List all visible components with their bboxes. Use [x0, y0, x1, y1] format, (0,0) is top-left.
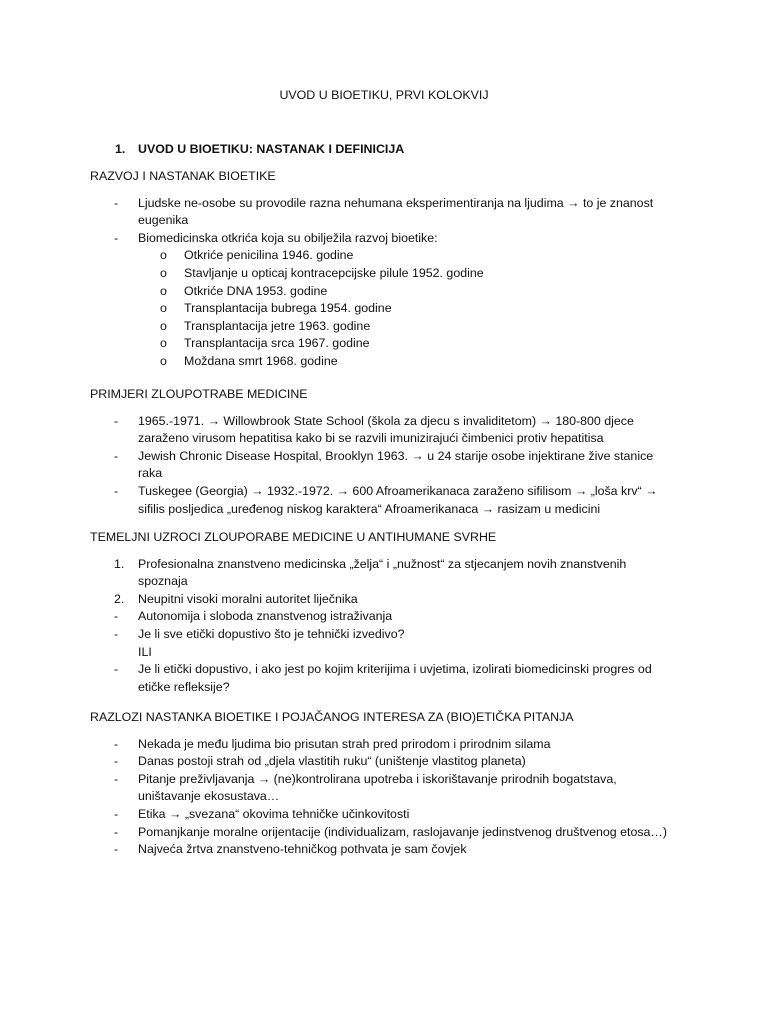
list-item-text: Jewish Chronic Disease Hospital, Brooklyn 1963. → u 24 starije osobe injektirane žive stanice raka	[138, 448, 654, 481]
list-item	[90, 448, 678, 483]
numbered-list	[90, 556, 678, 697]
list-item-text: Ljudske ne-osobe su provodile razna nehumana eksperimentiranja na ljudima → to je znanost eugenika	[138, 195, 654, 228]
circle-bullet: o	[160, 265, 167, 280]
section-razlozi	[90, 709, 678, 859]
circle-bullet: o	[160, 318, 167, 333]
sub-list-item: o Moždana smrt 1968. godine	[90, 353, 678, 371]
list-item	[90, 626, 678, 661]
list-item	[90, 195, 678, 230]
list-item-text: Autonomija i sloboda znanstvenog istraživanja	[138, 609, 393, 624]
circle-bullet: o	[160, 283, 167, 298]
list-item	[90, 753, 678, 771]
list-item-text: Neupitni visoki moralni autoritet liječnika	[138, 591, 358, 606]
list-item	[90, 736, 678, 754]
section-title: TEMELJNI UZROCI ZLOUPORABE MEDICINE U ANTIHUMANE SVRHE	[90, 530, 497, 544]
dash-bullet: -	[114, 736, 119, 751]
list-item-text: Najveća žrtva znanstveno-tehničkog pothvata je sam čovjek	[138, 842, 467, 857]
list-item	[90, 806, 678, 824]
list-item-text: Je li sve etički dopustivo što je tehnički izvedivo?	[138, 626, 405, 641]
main-heading	[90, 141, 678, 159]
dash-bullet: -	[114, 771, 119, 786]
section-title: PRIMJERI ZLOUPOTRABE MEDICINE	[90, 387, 308, 401]
list-item	[90, 824, 678, 842]
circle-bullet: o	[160, 248, 167, 263]
list-item	[90, 413, 678, 448]
section-primjeri	[90, 386, 678, 518]
list-item	[90, 771, 678, 806]
list-item-extra: ILI	[138, 644, 152, 659]
list-item	[90, 483, 678, 518]
section-razvoj	[90, 168, 678, 371]
bullet-list	[90, 413, 678, 519]
list-item-text: Pomanjkanje moralne orijentacije (individualizam, raslojavanje jedinstvenog društvenog etosa…)	[138, 824, 667, 839]
list-item-text: Etika → „svezana“ okovima tehničke učinkovitosti	[138, 806, 410, 821]
list-item-text: Je li etički dopustivo, i ako jest po kojim kriterijima i uvjetima, izolirati biomedicinski progres od etičke refleksije?	[138, 662, 652, 694]
list-item-text: Nekada je među ljudima bio prisutan strah pred prirodom i prirodnim silama	[138, 736, 551, 751]
dash-bullet: -	[114, 626, 119, 641]
number-bullet: 2.	[114, 591, 125, 606]
document-title: UVOD U BIOETIKU, PRVI KOLOKVIJ	[279, 88, 489, 102]
list-item	[90, 556, 678, 591]
circle-bullet: o	[160, 336, 167, 351]
dash-bullet: -	[114, 413, 119, 428]
list-item-text: Profesionalna znanstveno medicinska „želja“ i „nužnost“ za stjecanjem novih znanstvenih spoznaja	[138, 556, 627, 589]
bullet-list	[90, 195, 678, 371]
sub-list-item: o Otkriće DNA 1953. godine	[90, 283, 678, 301]
list-item	[90, 661, 678, 696]
dash-bullet: -	[114, 824, 119, 839]
dash-bullet: -	[114, 842, 119, 857]
list-item-text: Danas postoji strah od „djela vlastitih ruku“ (uništenje vlastitog planeta)	[138, 754, 526, 769]
dash-bullet: -	[114, 754, 119, 769]
heading-number: 1.	[115, 142, 126, 156]
sub-list-item: o Transplantacija jetre 1963. godine	[90, 318, 678, 336]
list-item	[90, 608, 678, 626]
list-item-text: Biomedicinska otkrića koja su obilježila razvoj bioetike:	[138, 230, 438, 245]
dash-bullet: -	[114, 483, 119, 498]
circle-bullet: o	[160, 353, 167, 368]
dash-bullet: -	[114, 195, 119, 210]
list-item	[90, 841, 678, 859]
dash-bullet: -	[114, 806, 119, 821]
sub-list-item: o Transplantacija srca 1967. godine	[90, 335, 678, 353]
sub-list-item: o Otkriće penicilina 1946. godine	[90, 247, 678, 265]
list-item	[90, 591, 678, 609]
heading-text: UVOD U BIOETIKU: NASTANAK I DEFINICIJA	[138, 142, 405, 156]
sub-list-item: o Transplantacija bubrega 1954. godine	[90, 300, 678, 318]
dash-bullet: -	[114, 662, 119, 677]
section-title: RAZLOZI NASTANKA BIOETIKE I POJAČANOG INTERESA ZA (BIO)ETIČKA PITANJA	[90, 710, 574, 724]
section-uzroci	[90, 529, 678, 696]
number-bullet: 1.	[114, 556, 125, 571]
list-item-text: Tuskegee (Georgia) → 1932.-1972. → 600 Afroamerikanaca zaraženo sifilisom → „loša krv“ → sifilis posljedica „uređenog niskog karaktera“ Afroamerikanaca → rasizam u medicini	[138, 483, 658, 516]
dash-bullet: -	[114, 448, 119, 463]
bullet-list	[90, 736, 678, 859]
list-item-text: 1965.-1971. → Willowbrook State School (škola za djecu s invaliditetom) → 180-800 djece zaraženo virusom hepatitisa kako bi se razvili imunizirajući čimbenici protiv hepatitisa	[138, 413, 634, 446]
sub-list-item: o Stavljanje u opticaj kontracepcijske pilule 1952. godine	[90, 265, 678, 283]
dash-bullet: -	[114, 230, 119, 245]
circle-bullet: o	[160, 301, 167, 316]
list-item-text: Pitanje preživljavanja → (ne)kontrolirana upotreba i iskorištavanje prirodnih bogatstava, uništavanje ekosustava…	[138, 771, 617, 804]
list-item	[90, 230, 678, 248]
dash-bullet: -	[114, 609, 119, 624]
section-title: RAZVOJ I NASTANAK BIOETIKE	[90, 169, 276, 183]
